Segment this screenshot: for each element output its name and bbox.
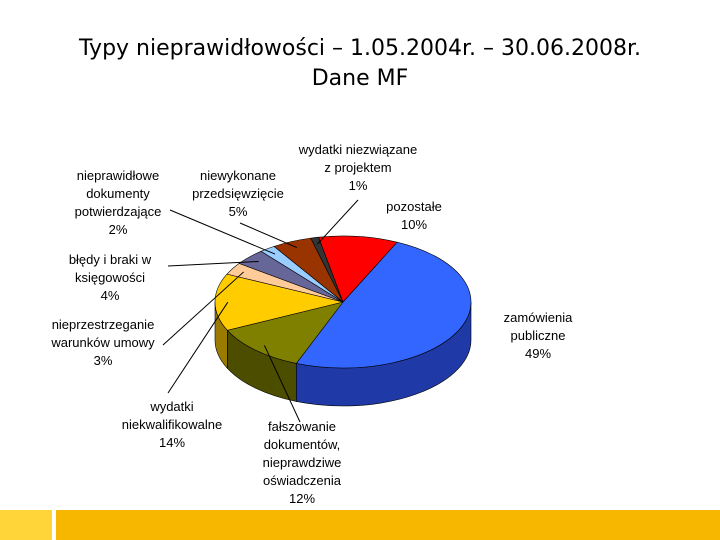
slice-label-1-line-2: nieprawdziwe: [262, 455, 342, 470]
slice-label-8-line-1: 10%: [400, 217, 428, 232]
footer-accent-bar: [56, 510, 720, 540]
pie-slices: [215, 236, 471, 368]
footer-accent-left: [0, 510, 52, 540]
slice-label-6: [192, 168, 284, 219]
slice-label-5-line-0: nieprawidłowe: [76, 168, 160, 183]
slice-label-1-line-3: oświadczenia: [262, 473, 342, 488]
slice-label-7-line-1: z projektem: [324, 160, 392, 175]
slice-label-0: [504, 310, 573, 361]
title-line-1: Typy nieprawidłowości – 1.05.2004r. – 30.06.2008r.: [79, 36, 641, 61]
slice-label-8-line-0: pozostałe: [386, 199, 442, 214]
slice-label-1: [263, 419, 342, 506]
slice-label-1-line-1: dokumentów,: [263, 437, 341, 452]
slice-label-2: [122, 399, 222, 450]
slice-label-2-line-0: wydatki: [150, 399, 194, 414]
slice-label-8: [386, 199, 442, 232]
slice-label-5-line-2: potwierdzające: [74, 204, 162, 219]
slice-label-7-line-2: 1%: [348, 178, 368, 193]
slice-label-5-line-3: 2%: [108, 222, 128, 237]
slice-label-3-line-1: warunków umowy: [51, 335, 155, 350]
slice-label-3-line-2: 3%: [93, 353, 113, 368]
slice-label-6-line-0: niewykonane: [200, 168, 276, 183]
slice-label-0-line-2: 49%: [524, 346, 552, 361]
title-line-2: Dane MF: [311, 66, 409, 91]
slice-label-5-line-1: dokumenty: [86, 186, 150, 201]
slice-label-1-line-4: 12%: [288, 491, 316, 506]
slice-label-2-line-2: 14%: [158, 435, 186, 450]
leader-line-5: [170, 210, 275, 254]
slice-label-3-line-0: nieprzestrzeganie: [51, 317, 155, 332]
slice-label-4: [69, 252, 152, 303]
slice-label-4-line-2: 4%: [100, 288, 120, 303]
slice-label-4-line-1: księgowości: [74, 270, 146, 285]
slice-label-7: [298, 142, 418, 193]
slice-label-7-line-0: wydatki niezwiązane: [298, 142, 418, 157]
slice-label-6-line-1: przedsięwzięcie: [192, 186, 284, 201]
slice-label-2-line-1: niekwalifikowalne: [121, 417, 223, 432]
slice-label-1-line-0: fałszowanie: [268, 419, 336, 434]
leader-line-6: [240, 223, 297, 248]
slice-label-5: [75, 168, 162, 237]
slice-label-0-line-0: zamówienia: [503, 310, 573, 325]
slice-label-3: [50, 317, 155, 368]
slice-label-6-line-2: 5%: [228, 204, 248, 219]
slice-label-4-line-0: błędy i braki w: [68, 252, 152, 267]
slice-label-0-line-1: publiczne: [510, 328, 566, 343]
